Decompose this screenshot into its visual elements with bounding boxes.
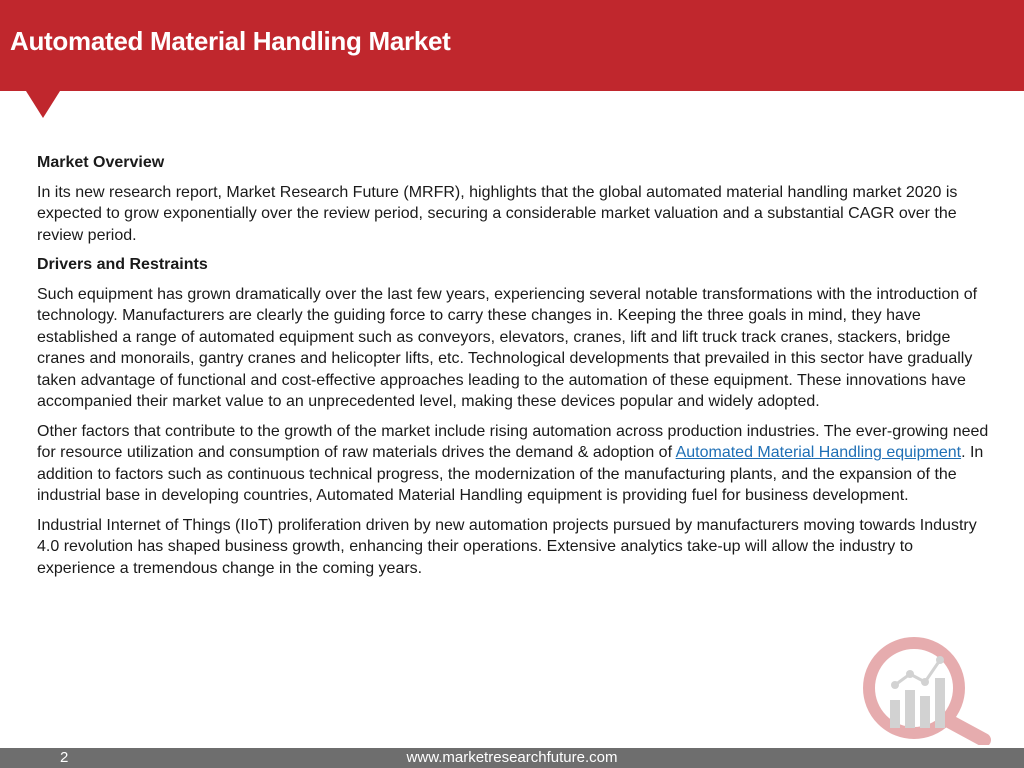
header-notch — [26, 91, 60, 118]
footer-bar — [0, 748, 1024, 768]
header-banner — [0, 0, 1024, 91]
factors-text-before: Other factors that contribute to the growth of the market include rising automation across production industries. The ever-growing need for resource utilization and consumption of raw materials drives the demand & adoption of — [37, 422, 989, 461]
drivers-heading: Drivers and Restraints — [37, 256, 208, 273]
factors-text-after: . In addition to factors such as continuous technical progress, the modernization of the manufacturing plants, and the expansion of the industrial base in developing countries, Automated Material Handling equipment is providing fuel for business development. — [37, 444, 984, 504]
overview-heading: Market Overview — [37, 154, 165, 171]
page-title: Automated Material Handling Market — [10, 26, 451, 56]
overview-paragraph: In its new research report, Market Research Future (MRFR), highlights that the global automated material handling market 2020 is expected to grow exponentially over the review period, securing a considerable market valuation and a substantial CAGR over the review period. — [37, 183, 958, 244]
magnifier-chart-icon — [862, 630, 992, 745]
website-url: www.marketresearchfuture.com — [406, 749, 618, 766]
main-content — [37, 152, 989, 587]
page-number: 2 — [60, 749, 69, 766]
drivers-paragraph: Such equipment has grown dramatically over the last few years, experiencing several notable transformations with the introduction of technology. Manufacturers are clearly the guiding force to carry these changes in. Keeping the three goals in mind, they have established a range of automated equipment such as conveyors, elevators, cranes, lift and lift truck track cranes, stackers, bridge cranes and monorails, gantry cranes and helicopter lifts, etc. Technological developments that prevailed in this sector have gradually taken advantage of functional and cost-effective approaches leading to the automation of these equipment. These innovations have accompanied their market value to an unprecedented level, making these devices popular and widely adopted. — [37, 285, 978, 410]
factors-paragraph — [37, 421, 989, 507]
automated-material-handling-link[interactable]: Automated Material Handling equipment — [675, 444, 962, 461]
iiot-paragraph: Industrial Internet of Things (IIoT) proliferation driven by new automation projects pursued by manufacturers moving towards Industry 4.0 revolution has shaped business growth, enhancing their operations. Extensive analytics take-up will allow the industry to experience a tremendous change in the coming years. — [37, 516, 977, 577]
